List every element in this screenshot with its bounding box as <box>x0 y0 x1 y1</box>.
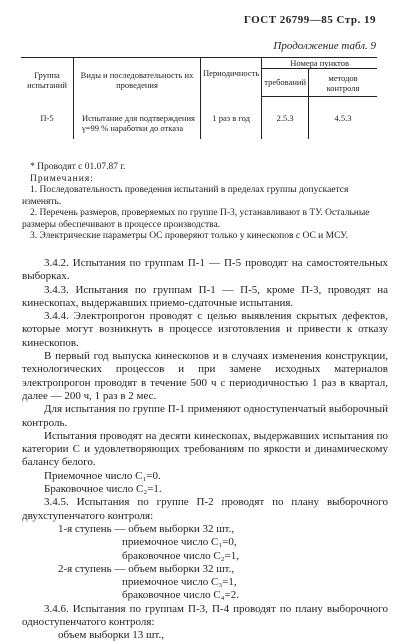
note-3: 3. Электрические параметры ОС проверяют только у кинескопов с ОС и МСУ. <box>30 231 348 241</box>
rejection-number: Браковочное число C₂=1. <box>44 483 162 496</box>
footnotes <box>22 162 388 243</box>
stage-2-reject: браковочное число C₄=2. <box>122 589 239 602</box>
header-period: Периодичность <box>201 58 262 97</box>
header-types: Виды и последовательность их проведения <box>74 58 201 97</box>
body-text <box>22 257 388 643</box>
paragraph-3-4-5: 3.4.5. Испытания по группе П-2 проводят по плану выборочного двухступенчатого контроля: <box>22 496 388 522</box>
header-requirements: требований <box>262 69 309 97</box>
cell-requirement: 2.5.3 <box>262 97 309 139</box>
stage-2-accept: приемочное число C₃=1, <box>122 576 237 589</box>
paragraph-3-4-6: 3.4.6. Испытания по группам П-3, П-4 проводят по плану выборочного одноступенчатого контроля: <box>22 602 388 629</box>
paragraph-3-4-4: 3.4.4. Электропрогон проводят с целью выявления скрытых дефектов, которые могут возникнуть в процессе изготовления и привести к отказу кинескопов. <box>22 310 388 349</box>
paragraph-3-4-4-c: Для испытания по группе П-1 применяют одноступенчатый выборочный контроль. <box>22 403 388 429</box>
cell-period: 1 раз в год <box>201 97 262 139</box>
page-header: ГОСТ 26799—85 Стр. 19 <box>243 14 376 26</box>
stage-1-reject: браковочное число C₂=1, <box>122 549 239 562</box>
paragraph-3-4-2: 3.4.2. Испытания по группам П-1 — П-5 проводят на самостоятельных выборках. <box>22 257 388 283</box>
paragraph-3-4-3: 3.4.3. Испытания по группам П-1 — П-5, кроме П-3, проводят на кинескопах, выдержавших приемо-сдаточные испытания. <box>22 283 388 309</box>
table-row <box>21 97 377 139</box>
note-1: 1. Последовательность проведения испытаний в пределах группы допускается изменять. <box>22 185 349 207</box>
stage-2: 2-я ступень — объем выборки 32 шт., <box>58 562 235 575</box>
header-group: Группа испытаний <box>27 70 67 90</box>
notes-title: Примечания: <box>30 173 94 184</box>
tests-table <box>21 57 377 139</box>
cell-method: 4.5.3 <box>309 97 378 139</box>
header-points: Номера пунктов <box>262 58 377 69</box>
acceptance-number: Приемочное число C₁=0. <box>44 469 161 482</box>
stage-1: 1-я ступень — объем выборки 32 шт., <box>58 522 235 535</box>
cell-type: Испытание для подтверждения γ=99 % наработки до отказа <box>74 97 201 139</box>
paragraph-3-4-4-b: В первый год выпуска кинескопов и в случаях изменения конструкции, технологических процессов и при замене исходных материалов электропрогон проводят в течение 500 ч с периодичностью 1 раз в квартал, далее — 200 ч, 1 раз в 2 мес. <box>22 350 388 402</box>
stage-1-accept: приемочное число C₁=0, <box>122 536 237 549</box>
sample-size: объем выборки 13 шт., <box>58 629 164 642</box>
paragraph-3-4-4-d: Испытания проводят на десяти кинескопах, выдержавших испытания по категории С и удовлетворяющих требованиям по яркости и динамическому балансу белого. <box>22 429 388 469</box>
table-continuation-label: Продолжение табл. 9 <box>273 40 376 52</box>
footnote-star: * Проводят с 01.07.87 г. <box>30 162 126 172</box>
cell-group: П-5 <box>40 112 54 123</box>
note-2: 2. Перечень размеров, проверяемых по группе П-3, устанавливают в ТУ. Остальные размеры обеспечивают в процессе производства. <box>22 208 370 230</box>
header-methods: методов контроля <box>309 69 378 97</box>
